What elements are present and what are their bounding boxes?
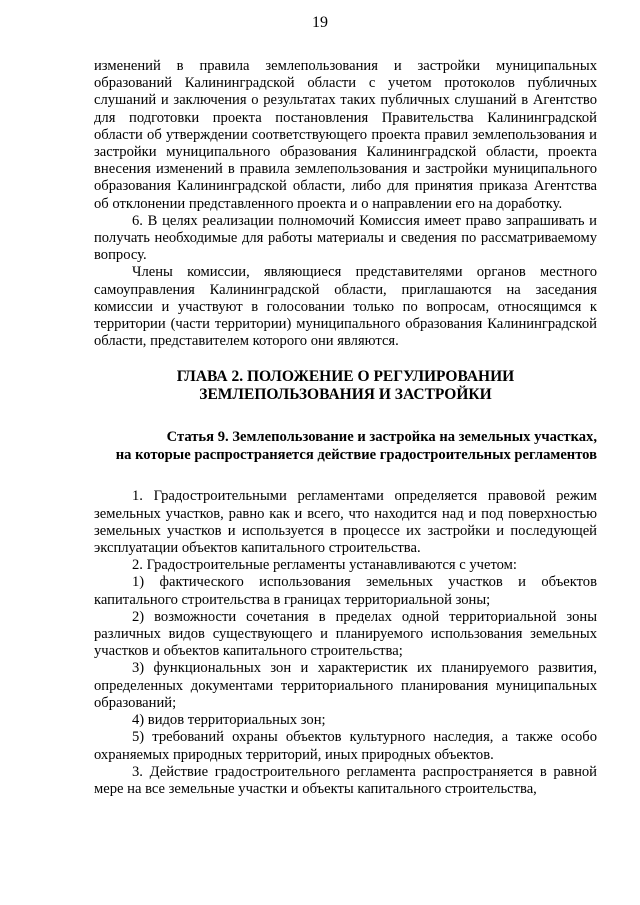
list-item-2: 2) возможности сочетания в пределах одной территориальной зоны различных видов существующего и планируемого использования земельных участков и объектов капитального строительства; — [94, 608, 597, 660]
paragraph-continuation: изменений в правила землепользования и застройки муниципальных образований Калининградской области с учетом протоколов публичных слушаний и заключения о результатах таких публичных слушаний в Агентство для подготовки проекта постановления Правительства Калининградской области об утверждении соответствующего проекта правил землепользования и застройки муниципального образования Калининградской области, проекта внесения изменений в правила землепользования и застройки муниципального образования Калининградской области, либо для принятия приказа Агентства об отклонении представленного проекта и о направлении его на доработку. — [94, 58, 597, 212]
paragraph-1: 1. Градостроительными регламентами определяется правовой режим земельных участков, равно как и всего, что находится над и под поверхностью земельных участков и используется в процессе их застройки и последующей эксплуатации объектов капитального строительства. — [94, 488, 597, 557]
list-item-5: 5) требований охраны объектов культурного наследия, а также особо охраняемых природных территорий, иных природных объектов. — [94, 729, 597, 763]
paragraph-item-6: 6. В целях реализации полномочий Комиссия имеет право запрашивать и получать необходимые для работы материалы и сведения по рассматриваемому вопросу. — [94, 212, 597, 264]
article-heading-line-2: на которые распространяется действие градостроительных регламентов — [115, 447, 597, 464]
paragraph-2: 2. Градостроительные регламенты устанавливаются с учетом: — [132, 557, 517, 574]
chapter-heading-line-2: ЗЕМЛЕПОЛЬЗОВАНИЯ И ЗАСТРОЙКИ — [199, 386, 492, 404]
list-item-4: 4) видов территориальных зон; — [132, 712, 326, 729]
article-heading — [94, 428, 597, 464]
chapter-heading — [94, 368, 597, 404]
page-number: 19 — [312, 14, 328, 31]
chapter-heading-line-1: ГЛАВА 2. ПОЛОЖЕНИЕ О РЕГУЛИРОВАНИИ — [176, 368, 515, 386]
document-body — [94, 58, 597, 798]
paragraph-commission-members: Члены комиссии, являющиеся представителями органов местного самоуправления Калининградской области, приглашаются на заседания комиссии и участвуют в голосовании только по вопросам, относящимся к территории (части территории) муниципального образования Калининградской области, представителем которого они являются. — [94, 264, 597, 350]
paragraph-3: 3. Действие градостроительного регламента распространяется в равной мере на все земельные участки и объекты капитального строительства, — [94, 763, 597, 797]
list-item-1: 1) фактического использования земельных участков и объектов капитального строительства в границах территориальной зоны; — [94, 574, 597, 608]
article-heading-line-1: Статья 9. Землепользование и застройка на земельных участках, — [166, 429, 597, 446]
list-item-3: 3) функциональных зон и характеристик их планируемого развития, определенных документами территориального планирования муниципальных образований; — [94, 660, 597, 711]
